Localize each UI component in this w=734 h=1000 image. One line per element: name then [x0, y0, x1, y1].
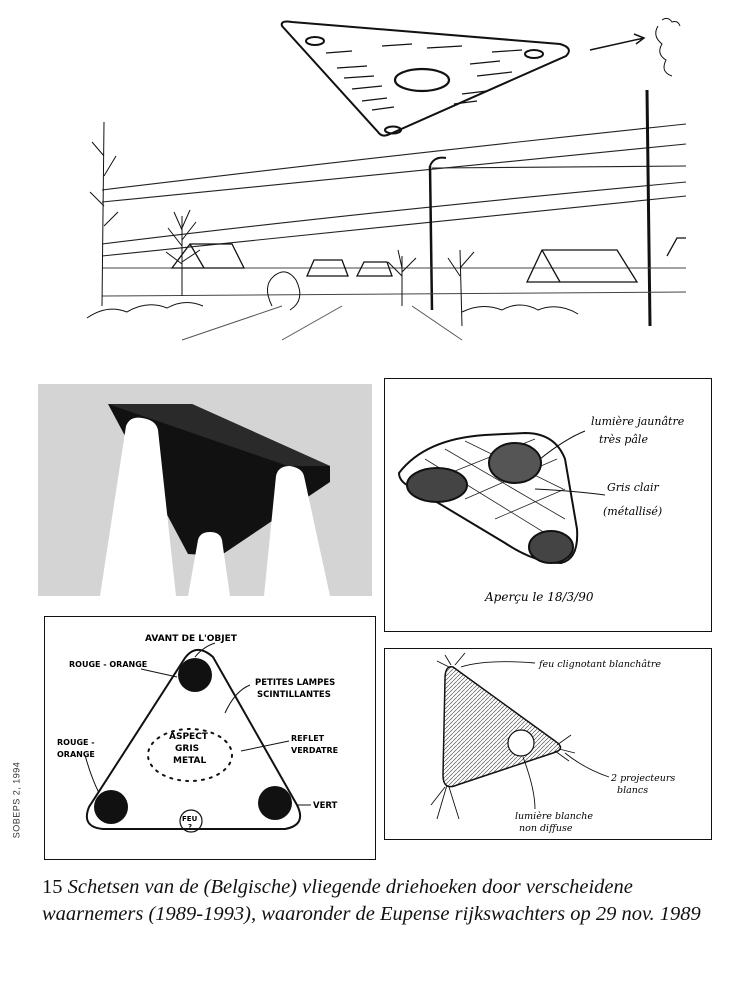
note-projectors-1: 2 projecteurs [611, 773, 676, 784]
note-grey-1: Gris clair [607, 481, 659, 494]
labelled-diagram-drawing [45, 617, 375, 859]
triangle-object-illustration [282, 22, 569, 136]
labelled-diagram [44, 616, 376, 860]
label-reflet-2: VERDATRE [291, 746, 339, 755]
label-reflet-1: REFLET [291, 734, 325, 743]
label-rouge-orange-top: ROUGE - ORANGE [69, 660, 148, 669]
label-aspect-3: METAL [173, 756, 207, 766]
note-projectors-2: blancs [617, 785, 649, 796]
label-vert: VERT [313, 801, 338, 811]
label-lampes-1: PETITES LAMPES [255, 678, 336, 688]
beam-illustration [38, 384, 372, 596]
label-feu-2: ? [188, 823, 193, 831]
hand-sketch-1990-drawing [385, 379, 711, 631]
label-rouge-orange-left-2: ORANGE [57, 750, 95, 759]
label-front: AVANT DE L'OBJET [145, 634, 237, 644]
caption-text: Schetsen van de (Belgische) vliegende driehoeken door verscheidene waarnemers (1989-1993), waaronder de Eupense rijkswachters op 29 nov. 1989 [42, 876, 701, 925]
hatched-sketch-drawing [385, 649, 711, 839]
note-white-light-2: non diffuse [519, 823, 573, 834]
note-white-light-1: lumière blanche [515, 811, 593, 822]
label-feu-1: FEU [182, 815, 198, 823]
figure-caption [42, 874, 712, 928]
hatched-sketch [384, 648, 712, 840]
beam-drawing [38, 384, 372, 596]
note-grey-2: (métallisé) [603, 505, 663, 518]
note-yellow-light-2: très pâle [599, 433, 648, 446]
sketch-signature: Aperçu le 18/3/90 [485, 590, 594, 604]
landscape-sketch [82, 6, 686, 344]
label-aspect-1: ASPECT [169, 732, 208, 742]
note-yellow-light-1: lumière jaunâtre [591, 415, 685, 428]
figure-number: 15 [42, 876, 63, 898]
landscape-drawing [82, 6, 686, 344]
label-rouge-orange-left-1: ROUGE - [57, 738, 95, 747]
label-lampes-2: SCINTILLANTES [257, 690, 331, 700]
note-flashing-light: feu clignotant blanchâtre [539, 659, 662, 670]
photo-credit: SOBEPS 2, 1994 [11, 761, 22, 839]
hand-sketch-1990 [384, 378, 712, 632]
label-aspect-2: GRIS [175, 744, 200, 754]
